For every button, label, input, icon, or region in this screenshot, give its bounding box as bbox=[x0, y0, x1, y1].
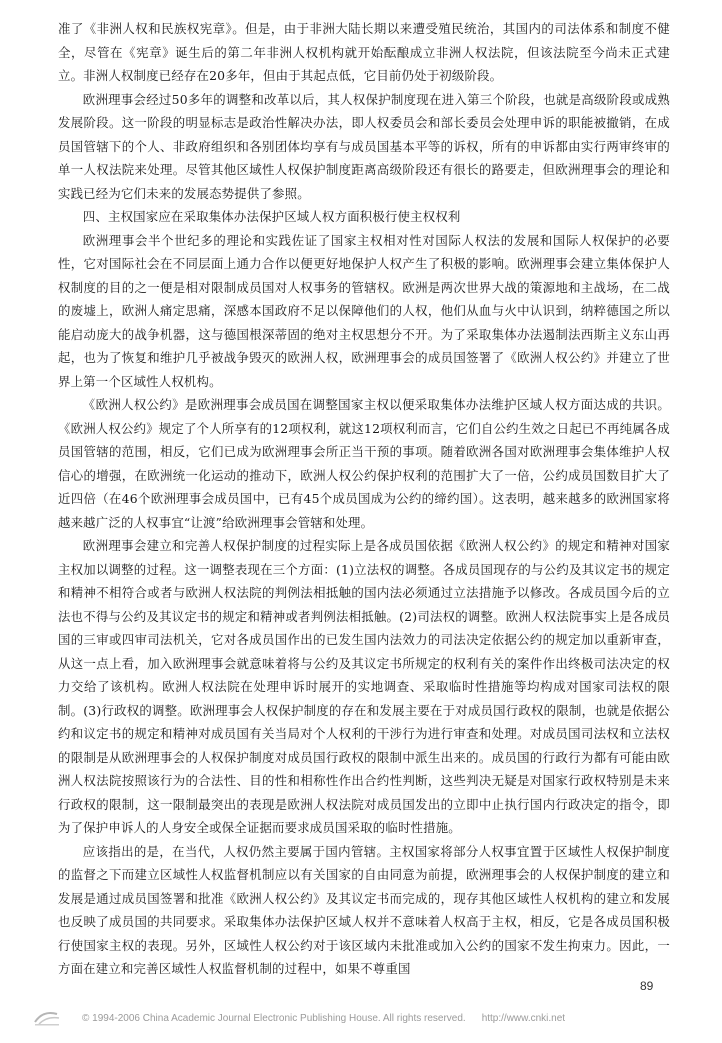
paragraph-european-third-stage: 欧洲理事会经过50多年的调整和改革以后，其人权保护制度现在进入第三个阶段，也就是高级阶段或成熟发展阶段。这一阶段的明显标志是政治性解决办法，即人权委员会和部长委员会处理申诉的职能被撤销，在成员国管辖下的个人、非政府组织和各别团体均享有与成员国基本平等的诉权，所有的申诉都由实行两审终审的单一人权法院来处理。尽管其他区域性人权保护制度距离高级阶段还有很长的路要走，但欧洲理事会的理论和实践已经为它们未来的发展态势提供了参照。 bbox=[58, 91, 670, 201]
page-number: 89 bbox=[640, 979, 654, 993]
paragraph-european-convention: 《欧洲人权公约》是欧洲理事会成员国在调整国家主权以便采取集体办法维护区域人权方面达成的共识。《欧洲人权公约》规定了个人所享有的12项权利，就这12项权利而言，它们自公约生效之日起已不再纯属各成员国管辖的范围，相反，它们已成为欧洲理事会所正当干预的事项。随着欧洲各国对欧洲理事会集体维护人权信心的增强，在欧洲统一化运动的推动下，欧洲人权公约保护权利的范围扩大了一倍，公约成员国数目扩大了近四倍（在46个欧洲理事会成员国中，已有45个成员国成为公约的缔约国）。这表明，越来越多的欧洲国家将越来越广泛的人权事宜“让渡”给欧洲理事会管辖和处理。 bbox=[58, 397, 670, 530]
cnki-logo-icon bbox=[28, 1007, 66, 1029]
paragraph-sovereignty-relativity: 欧洲理事会半个世纪多的理论和实践佐证了国家主权相对性对国际人权法的发展和国际人权保护的必要性，它对国际社会在不同层面上通力合作以便更好地保护人权产生了积极的影响。欧洲理事会建立集体保护人权制度的目的之一便是相对限制成员国对人权事务的管辖权。欧洲是两次世界大战的策源地和主战场，在二战的废墟上，欧洲人痛定思痛，深感本国政府不足以保障他们的人权，他们从血与火中认识到，纳粹德国之所以能启动庞大的战争机器，这与德国根深蒂固的绝对主权思想分不开。为了采取集体办法遏制法西斯主义东山再起，也为了恢复和维护几乎被战争毁灭的欧洲人权，欧洲理事会的成员国签署了《欧洲人权公约》并建立了世界上第一个区域性人权机构。 bbox=[58, 232, 670, 389]
paragraph-domestic-jurisdiction: 应该指出的是，在当代，人权仍然主要属于国内管辖。主权国家将部分人权事宜置于区域性人权保护制度的监督之下而建立区域性人权监督机制应以有关国家的自由同意为前提，欧洲理事会的人权保护制度的建立和发展是通过成员国签署和批准《欧洲人权公约》及其议定书而完成的，现存其他区域性人权机构的建立和发展也反映了成员国的共同要求。采取集体办法保护区域人权并不意味着人权高于主权，相反，它是各成员国积极行使国家主权的表现。另外，区域性人权公约对于该区域内未批准或加入公约的国家不发生拘束力。因此，一方面在建立和完善区域性人权监督机制的过程中，如果不尊重国 bbox=[58, 843, 670, 976]
paragraph-african-court: 准了《非洲人权和民族权宪章》。但是，由于非洲大陆长期以来遭受殖民统治，其国内的司法体系和制度不健全，尽管在《宪章》诞生后的第二年非洲人权机构就开始酝酿成立非洲人权法院，但该法院至今尚未正式建立。非洲人权制度已经存在20多年，但由于其起点低，它目前仍处于初级阶段。 bbox=[58, 21, 670, 83]
footer-copyright: © 1994-2006 China Academic Journal Electronic Publishing House. All rights reserved. bbox=[82, 1012, 466, 1024]
paragraph-three-adjustments: 欧洲理事会建立和完善人权保护制度的过程实际上是各成员国依据《欧洲人权公约》的规定和精神对国家主权加以调整的过程。这一调整表现在三个方面：(1)立法权的调整。各成员国现存的与公约及其议定书的规定和精神不相符合或者与欧洲人权法院的判例法相抵触的国内法必须通过立法措施予以修改。各成员国今后的立法也不得与公约及其议定书的规定和精神或者判例法相抵触。(2)司法权的调整。欧洲人权法院事实上是各成员国的三审或四审司法机关，它对各成员国作出的已发生国内法效力的司法决定依据公约的规定加以重新审查，从这一点上看，加入欧洲理事会就意味着将与公约及其议定书所规定的权利有关的案件作出终极司法决定的权力交给了该机构。欧洲人权法院在处理申诉时展开的实地调查、采取临时性措施等均构成对国家司法权的限制。(3)行政权的调整。欧洲理事会人权保护制度的存在和发展主要在于对成员国行政权的限制，也就是依据公约和议定书的规定和精神对成员国有关当局对个人权利的干涉行为进行审查和处理。对成员国司法权和立法权的限制是从欧洲理事会的人权保护制度对成员国行政权的限制中派生出来的。成员国的行政行为都有可能由欧洲人权法院按照该行为的合法性、目的性和相称性作出合约性判断，这些判决无疑是对国家行政权特别是未来行政权的限制，这一限制最突出的表现是欧洲人权法院对成员国发出的立即中止执行国内行政决定的指令，即为了保护申诉人的人身安全或保全证据而要求成员国采取的临时性措施。 bbox=[58, 538, 670, 835]
section-heading: 四、主权国家应在采取集体办法保护区域人权方面积极行使主权权利 bbox=[82, 209, 461, 224]
footer bbox=[28, 1006, 708, 1030]
footer-url[interactable]: http://www.cnki.net bbox=[481, 1012, 566, 1024]
article-body bbox=[58, 17, 670, 981]
